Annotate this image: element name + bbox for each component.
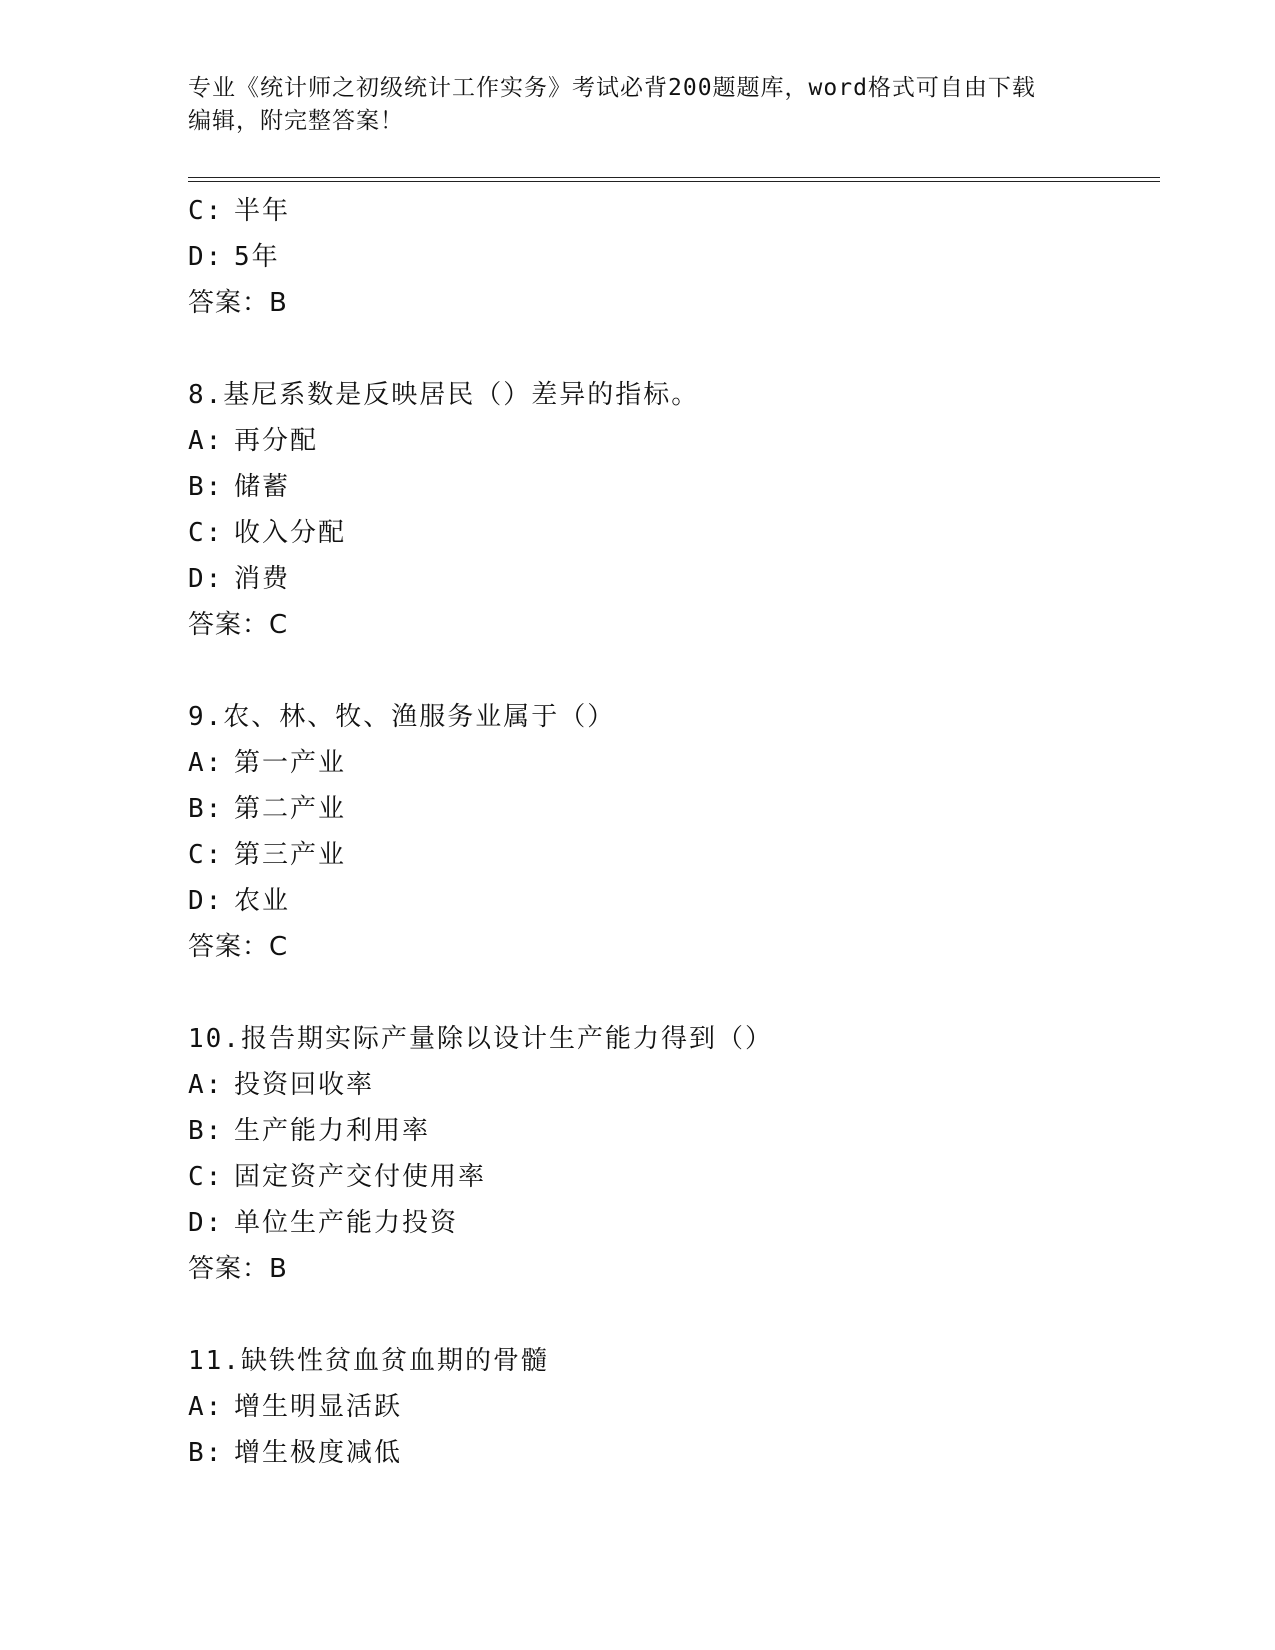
header-title-line-1: 专业《统计师之初级统计工作实务》考试必背200题题库，word格式可自由下载 bbox=[188, 75, 1036, 101]
question-7-continued bbox=[188, 188, 1148, 326]
option-c: C: 固定资产交付使用率 bbox=[188, 1162, 487, 1192]
question-stem: 10.报告期实际产量除以设计生产能力得到（） bbox=[188, 1024, 773, 1054]
option-b: B: 第二产业 bbox=[188, 794, 347, 824]
question-11 bbox=[188, 1338, 1148, 1476]
question-list bbox=[188, 188, 1148, 1476]
question-stem: 11.缺铁性贫血贫血期的骨髓 bbox=[188, 1346, 549, 1376]
answer-line: 答案：C bbox=[188, 610, 289, 640]
question-8 bbox=[188, 372, 1148, 648]
option-c: C: 半年 bbox=[188, 196, 291, 226]
answer-line: 答案：C bbox=[188, 932, 289, 962]
option-c: C: 第三产业 bbox=[188, 840, 347, 870]
document-header bbox=[188, 72, 1108, 138]
answer-line: 答案：B bbox=[188, 1254, 288, 1284]
option-a: A: 再分配 bbox=[188, 426, 319, 456]
question-9 bbox=[188, 694, 1148, 970]
option-a: A: 投资回收率 bbox=[188, 1070, 375, 1100]
option-a: A: 第一产业 bbox=[188, 748, 347, 778]
question-10 bbox=[188, 1016, 1148, 1292]
option-a: A: 增生明显活跃 bbox=[188, 1392, 403, 1422]
question-stem: 9.农、林、牧、渔服务业属于（） bbox=[188, 702, 616, 732]
option-c: C: 收入分配 bbox=[188, 518, 347, 548]
header-title-line-2: 编辑，附完整答案！ bbox=[188, 108, 404, 134]
option-d: D: 5年 bbox=[188, 242, 280, 272]
option-d: D: 消费 bbox=[188, 564, 291, 594]
option-b: B: 增生极度减低 bbox=[188, 1438, 403, 1468]
answer-line: 答案：B bbox=[188, 288, 288, 318]
option-b: B: 储蓄 bbox=[188, 472, 291, 502]
option-d: D: 农业 bbox=[188, 886, 291, 916]
header-rule-top bbox=[188, 177, 1160, 178]
option-d: D: 单位生产能力投资 bbox=[188, 1208, 459, 1238]
header-rule-bottom bbox=[188, 181, 1160, 182]
question-stem: 8.基尼系数是反映居民（）差异的指标。 bbox=[188, 380, 700, 410]
option-b: B: 生产能力利用率 bbox=[188, 1116, 431, 1146]
